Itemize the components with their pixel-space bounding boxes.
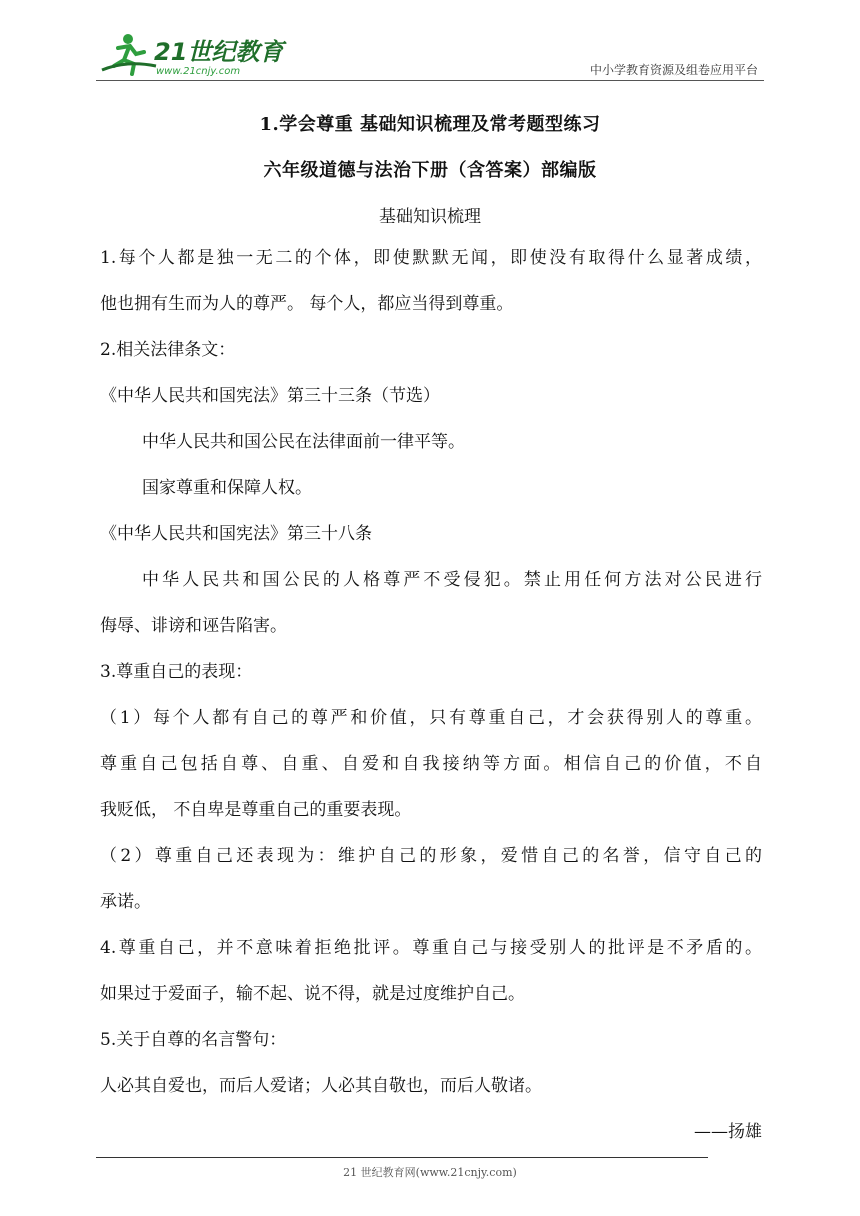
text-line: 1.每个人都是独一无二的个体，即使默默无闻，即使没有取得什么显著成绩， bbox=[100, 248, 762, 268]
doc-title-line2: 六年级道德与法治下册（含答案）部编版 bbox=[263, 160, 597, 181]
doc-title-line1: 1.学会尊重 基础知识梳理及常考题型练习 bbox=[259, 114, 601, 135]
text-line: 他也拥有生而为人的尊严。 每个人，都应当得到尊重。 bbox=[100, 294, 514, 314]
text-line: 如果过于爱面子，输不起、说不得，就是过度维护自己。 bbox=[100, 984, 525, 1004]
page-footer: 21 世纪教育网(www.21cnjy.com) bbox=[343, 1166, 517, 1179]
footer-divider bbox=[96, 1157, 708, 1158]
text-line: 3.尊重自己的表现： bbox=[100, 662, 253, 682]
page-header bbox=[96, 26, 764, 84]
logo-url: www.21cnjy.com bbox=[156, 66, 241, 77]
text-line: 尊重自己包括自尊、自重、自爱和自我接纳等方面。相信自己的价值，不自 bbox=[100, 754, 762, 774]
text-line: 侮辱、诽谤和诬告陷害。 bbox=[100, 616, 287, 636]
text-line: 国家尊重和保障人权。 bbox=[142, 478, 312, 498]
text-line: 我贬低， 不自卑是尊重自己的重要表现。 bbox=[100, 800, 412, 820]
logo-text: 21世纪教育 bbox=[154, 38, 284, 66]
runner-icon bbox=[102, 34, 156, 74]
text-line: （1）每个人都有自己的尊严和价值，只有尊重自己，才会获得别人的尊重。 bbox=[100, 708, 762, 728]
header-platform-text: 中小学教育资源及组卷应用平台 bbox=[589, 63, 758, 77]
text-line: 2.相关法律条文： bbox=[100, 340, 236, 360]
section-title: 基础知识梳理 bbox=[379, 207, 481, 227]
text-line: 中华人民共和国公民的人格尊严不受侵犯。禁止用任何方法对公民进行 bbox=[142, 570, 762, 590]
text-line: （2）尊重自己还表现为：维护自己的形象，爱惜自己的名誉，信守自己的 bbox=[100, 846, 762, 866]
text-line: 5.关于自尊的名言警句： bbox=[100, 1030, 287, 1050]
text-line: 人必其自爱也，而后人爱诸；人必其自敬也，而后人敬诸。 bbox=[100, 1076, 542, 1096]
quote-attribution: ——扬雄 bbox=[694, 1122, 762, 1142]
text-line: 中华人民共和国公民在法律面前一律平等。 bbox=[142, 432, 465, 452]
text-line: 《中华人民共和国宪法》第三十八条 bbox=[100, 524, 372, 544]
text-line: 承诺。 bbox=[100, 892, 151, 912]
text-line: 4.尊重自己，并不意味着拒绝批评。尊重自己与接受别人的批评是不矛盾的。 bbox=[100, 938, 762, 958]
text-line: 《中华人民共和国宪法》第三十三条（节选） bbox=[100, 386, 440, 406]
logo bbox=[96, 30, 296, 80]
header-divider bbox=[96, 80, 764, 81]
